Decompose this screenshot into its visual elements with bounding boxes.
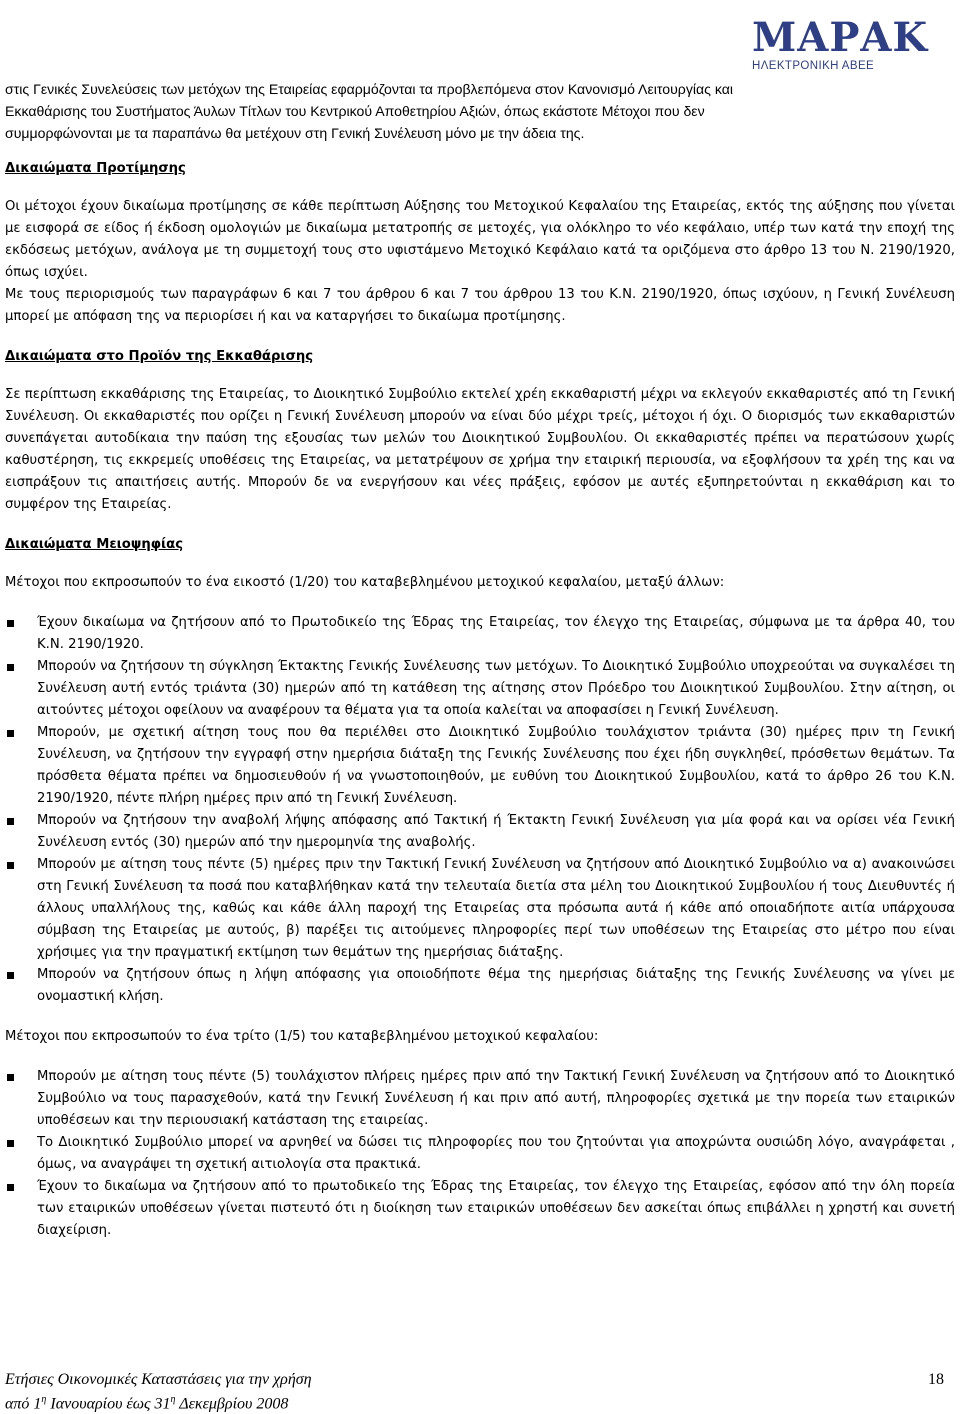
intro-line: στις Γενικές Συνελεύσεις των μετόχων της Εταιρείας εφαρμόζονται τα προβλεπόμενα στον Κανονισμό Λειτουργίας και: [5, 81, 734, 97]
liquidation-paragraph: Σε περίπτωση εκκαθάρισης της Εταιρείας, το Διοικητικό Συμβούλιο εκτελεί χρέη εκκαθαριστή μέχρι να εκλεγούν εκκαθαριστές από τη Γενική Συνέλευση. Οι εκκαθαριστές που ορίζει η Γενική Συνέλευση μπορούν να είναι δύο μέχρι τρείς, μέτοχοι ή όχι. Ο διορισμός των εκκαθαριστών συνεπάγεται αυτοδίκαια την παύση της εξουσίας των μελών του Διοικητικού Συμβουλίου. Οι εκκαθαριστές πρέπει να περατώσουν χωρίς καθυστέρηση, τις εκκρεμείς υποθέσεις της Εταιρείας, να μετατρέψουν σε χρήμα την εταιρική περιουσία, να εξοφλήσουν τα χρέη της και να εισπράξουν τις απαιτήσεις αυτής. Μπορούν δε να ενεργήσουν και νέες πράξεις, εφόσον με αυτές εξυπηρετούνται η εκκαθάριση και το συμφέρον της Εταιρείας.: [5, 387, 955, 512]
list-item: Μπορούν να ζητήσουν όπως η λήψη απόφασης για οποιοδήποτε θέμα της ημερήσιας διάταξης της Γενικής Συνέλευσης να γίνει με ονομαστική κλήση.: [5, 964, 955, 1008]
document-body: [5, 78, 955, 1242]
heading-liquidation-rights: Δικαιώματα στο Προϊόν της Εκκαθάρισης: [5, 349, 314, 364]
footer-line-2: από $1^\eta$ Ιανουαρίου έως $31^\eta$ Δεκεμβρίου 2008: [5, 1394, 289, 1413]
intro-line: Εκκαθάρισης του Συστήματος Άυλων Τίτλων του Κεντρικού Αποθετηρίου Αξιών, όπως εκάστοτε Μέτοχοι που δεν: [5, 103, 705, 119]
list-item: Έχουν το δικαίωμα να ζητήσουν από το πρωτοδικείο της Έδρας της Εταιρείας, τον έλεγχο της Εταιρείας, εφόσον από την όλη πορεία των εταιρικών υποθέσεων γίνεται πιστευτό ότι η διοίκηση των εταιρικών υποθέσεων δεν ασκείται όπως επιβάλλει η χρηστή και συνετή διαχείριση.: [5, 1176, 955, 1242]
minority-fifth-intro: Μέτοχοι που εκπροσωπούν το ένα τρίτο (1/5) του καταβεβλημένου μετοχικού κεφαλαίου:: [5, 1029, 599, 1044]
preemption-paragraph-1: Οι μέτοχοι έχουν δικαίωμα προτίμησης σε κάθε περίπτωση Αύξησης του Μετοχικού Κεφαλαίου της Εταιρείας, εκτός της αύξησης που γίνεται με εισφορά σε είδος ή έκδοση ομολογιών με δικαίωμα μετατροπής σε μετοχές, για ολόκληρο το νέο κεφάλαιο, υπέρ των κατά την εποχή της εκδόσεως μετόχων, ανάλογα με τη συμμετοχή τους στο υφιστάμενο Μετοχικό Κεφάλαιο κατά τα οριζόμενα στο άρθρο 13 του Ν. 2190/1920, όπως ισχύει.: [5, 199, 955, 280]
minority-twentieth-list: [5, 612, 955, 1008]
list-item: Το Διοικητικό Συμβούλιο μπορεί να αρνηθεί να δώσει τις πληροφορίες που του ζητούνται για αποχρώντα ουσιώδη λόγο, αναγράφεται , όμως, να αναγράψει τη σχετική αιτιολογία στα πρακτικά.: [5, 1132, 955, 1176]
intro-line: συμμορφώνονται με τα παραπάνω θα μετέχουν στη Γενική Συνέλευση μόνο με την άδεια της.: [5, 125, 585, 141]
footer-line-1: Ετήσιες Οικονομικές Καταστάσεις για την χρήση: [5, 1371, 312, 1388]
logo-subtitle: ΗΛΕΚΤΡΟΝΙΚΗ ΑΒΕΕ: [752, 60, 875, 72]
page-number: 18: [928, 1371, 944, 1388]
company-logo: [752, 14, 936, 72]
minority-twentieth-intro: Μέτοχοι που εκπροσωπούν το ένα εικοστό (1/20) του καταβεβλημένου μετοχικού κεφαλαίου, μεταξύ άλλων:: [5, 575, 725, 590]
list-item: Μπορούν, με σχετική αίτηση τους που θα περιέλθει στο Διοικητικό Συμβούλιο τουλάχιστον τριάντα (30) ημέρες πριν τη Γενική Συνέλευση, να ζητήσουν την εγγραφή στην ημερήσια διάταξη της Γενικής Συνέλευσης που έχει ήδη συγκληθεί, πρόσθετων θεμάτων. Τα πρόσθετα θέματα πρέπει να δημοσιευθούν ή να γνωστοποιηθούν, με ευθύνη του Διοικητικού Συμβουλίου, κατά το άρθρο 26 του Κ.Ν. 2190/1920, πέντε πλήρη ημέρες πριν από τη Γενική Συνέλευση.: [5, 722, 955, 810]
minority-fifth-list: [5, 1066, 955, 1242]
list-item: Μπορούν να ζητήσουν την αναβολή λήψης απόφασης από Τακτική ή Έκτακτη Γενική Συνέλευση για μία φορά και να ορίσει νέα Γενική Συνέλευση εντός (30) ημερών από την ημερομηνία της αναβολής.: [5, 810, 955, 854]
list-item: Έχουν δικαίωμα να ζητήσουν από το Πρωτοδικείο της Έδρας της Εταιρείας, τον έλεγχο της Εταιρείας, σύμφωνα με τα άρθρα 40, του Κ.Ν. 2190/1920.: [5, 612, 955, 656]
logo-name: ΜΑΡΑΚ: [752, 14, 929, 61]
list-item: Μπορούν με αίτηση τους πέντε (5) τουλάχιστον πλήρεις ημέρες πριν από την Τακτική Γενική Συνέλευση να ζητήσουν από το Διοικητικό Συμβούλιο να τους παρασχεθούν, κατά την Γενική Συνέλευση ή και πριν από αυτή, πληροφορίες σχετικά με την πορεία των εταιρικών υποθέσεων και την περιουσιακή κατάσταση της εταιρείας.: [5, 1066, 955, 1132]
heading-minority-rights: Δικαιώματα Μειοψηφίας: [5, 537, 184, 552]
intro-paragraph: [5, 78, 955, 144]
page-footer: [5, 1370, 944, 1414]
list-item: Μπορούν με αίτηση τους πέντε (5) ημέρες πριν την Τακτική Γενική Συνέλευση να ζητήσουν από Διοικητικό Συμβούλιο να α) ανακοινώσει στη Γενική Συνέλευση τα ποσά που καταβλήθηκαν κατά την τελευταία διετία στα μέλη του Διοικητικού Συμβουλίου ή τους Διευθυντές ή άλλους υπαλλήλους της, καθώς και κάθε άλλη παροχή της Εταιρείας στα πρόσωπα αυτά ή κάθε από οποιαδήποτε αιτία υπάρχουσα σύμβαση της Εταιρείας με αυτούς, β) παρέξει τις αιτούμενες πληροφορίες περί των υποθέσεων της Εταιρείας στο μέτρο που είναι χρήσιμες για την πραγματική εκτίμηση των θεμάτων της ημερήσιας διάταξης.: [5, 854, 955, 964]
heading-preemption-rights: Δικαιώματα Προτίμησης: [5, 161, 186, 176]
preemption-paragraph-2: Με τους περιορισμούς των παραγράφων 6 και 7 του άρθρου 6 και 7 του άρθρου 13 του Κ.Ν. 2190/1920, όπως ισχύουν, η Γενική Συνέλευση μπορεί με απόφαση της να περιορίσει ή και να καταργήσει το δικαίωμα προτίμησης.: [5, 287, 955, 324]
list-item: Μπορούν να ζητήσουν τη σύγκληση Έκτακτης Γενικής Συνέλευσης των μετόχων. Το Διοικητικό Συμβούλιο υποχρεούται να συγκαλέσει τη Συνέλευση αυτή εντός τριάντα (30) ημερών από τη κατάθεση της αίτησης στον Πρόεδρο του Διοικητικού Συμβουλίου. Στην αίτηση, οι αιτούντες μέτοχοι οφείλουν να αναφέρουν τα θέματα για τα οποία καλείται να αποφασίσει η Γενική Συνέλευση.: [5, 656, 955, 722]
